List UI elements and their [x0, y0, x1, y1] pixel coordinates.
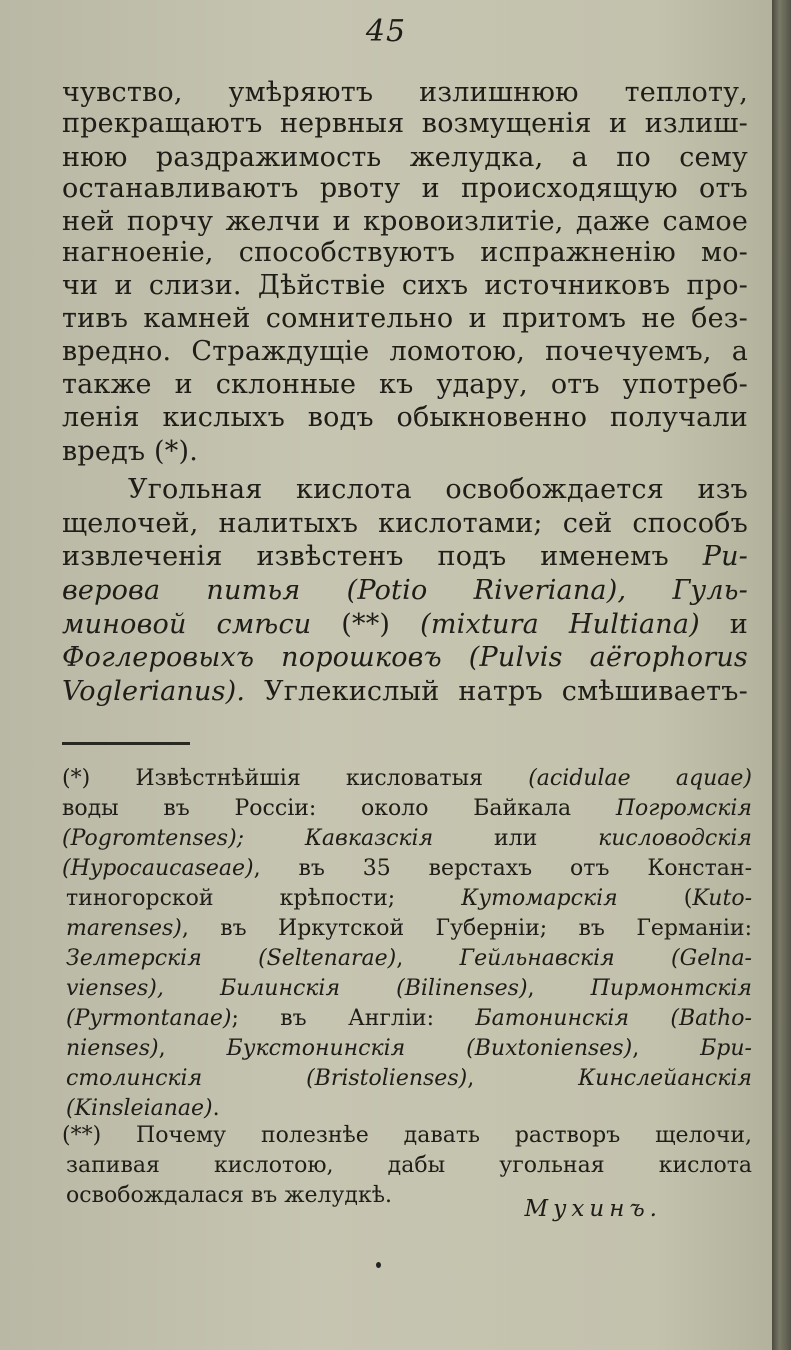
paragraph-line: верова питья (Potio Riveriana), Гуль- [62, 575, 748, 606]
body-line: вредъ (*). [62, 436, 198, 467]
footnote-line: тиногорской крѣпости; Кутомарскія (Kuto- [66, 886, 752, 911]
body-line: тивъ камней сомнительно и притомъ не без- [62, 303, 748, 334]
body-line: нюю раздражимость желудка, а по сему [62, 142, 748, 173]
paragraph-line: Угольная кислота освобождается изъ [128, 474, 748, 505]
footnote-line: запивая кислотою, дабы угольная кислота [66, 1153, 752, 1178]
footnote-separator [62, 742, 190, 745]
footnote-line: marenses), въ Иркутской Губерніи; въ Германіи: [66, 916, 752, 941]
paragraph-line: извлеченія извѣстенъ подъ именемъ Ри- [62, 541, 748, 572]
paragraph-line: щелочей, налитыхъ кислотами; сей способъ [62, 508, 748, 539]
footnote-line: (Pogromtenses); Кавказскія или кисловодскія [62, 826, 752, 851]
body-line: нагноеніе, способствуютъ испражненію мо- [62, 237, 748, 268]
ink-speck [376, 1262, 381, 1268]
body-line: останавливаютъ рвоту и происходящую отъ [62, 173, 748, 204]
body-line: чувство, умѣряютъ излишнюю теплоту, [62, 77, 748, 108]
body-line: прекращаютъ нервныя возмущенія и излиш- [62, 108, 748, 139]
footnote-line: Зелтерскія (Seltenarae), Гейльнавскія (Gelna- [66, 946, 752, 971]
footnote-line: (Pyrmontanae); въ Англіи: Батонинскія (Batho- [66, 1006, 752, 1031]
footnote-line: vienses), Билинскія (Bilinenses), Пирмонтскія [66, 976, 752, 1001]
footnote-line: (*) Извѣстнѣйшія кисловатыя (acidulae aquae) [62, 766, 753, 791]
body-line: также и склонные къ удару, отъ употреб- [62, 369, 748, 400]
body-line: ней порчу желчи и кровоизлитіе, даже самое [62, 206, 748, 237]
paragraph-line: Фоглеровыхъ порошковъ (Pulvis aërophorus [62, 642, 748, 673]
page-edge [772, 0, 791, 1350]
body-line: чи и слизи. Дѣйствіе сихъ источниковъ про- [62, 270, 748, 301]
body-line: вредно. Страждущіе ломотою, почечуемъ, а [62, 336, 748, 367]
body-line: ленія кислыхъ водъ обыкновенно получали [62, 402, 748, 433]
paragraph-line: миновой смѣси (**) (mixtura Hultiana) и [62, 609, 749, 640]
footnote-line: nienses), Букстонинскія (Buxtonienses), Бри- [66, 1036, 752, 1061]
footnote-line: (**) Почему полезнѣе давать растворъ щелочи, [62, 1123, 752, 1148]
footnote-line: освобождалася въ желудкѣ. [66, 1183, 392, 1208]
page-number: 45 [365, 14, 407, 49]
paragraph-line: Voglerianus). Углекислый натръ смѣшиваетъ- [62, 676, 748, 707]
footnote-line: (Hypocaucaseae), въ 35 верстахъ отъ Констан- [62, 856, 752, 881]
footnote-line: (Kinsleianae). [66, 1096, 220, 1121]
footnote-line: столинскія (Bristolienses), Кинслейанскія [66, 1066, 752, 1091]
footnote-line: воды въ Россіи: около Байкала Погромскія [62, 796, 752, 821]
author-signature: Мухинъ. [524, 1196, 662, 1222]
